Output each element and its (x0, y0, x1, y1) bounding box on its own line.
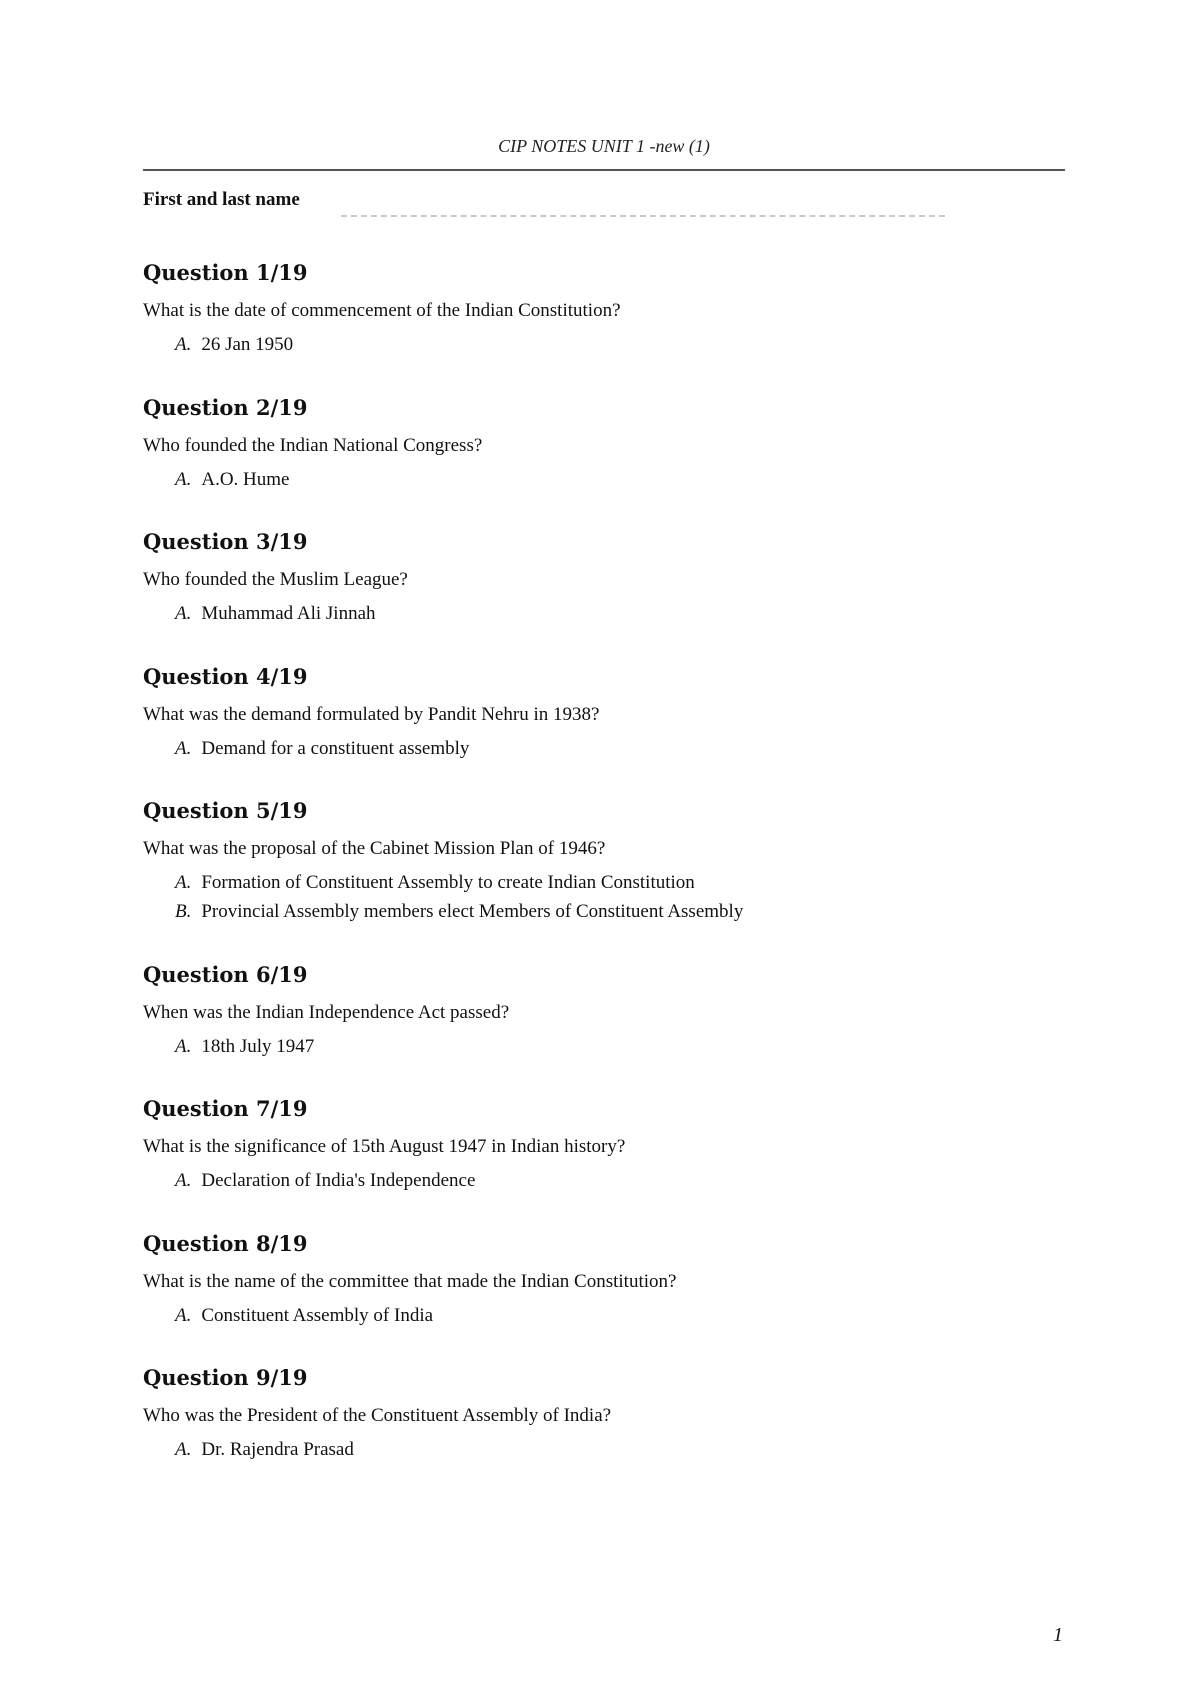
answer-list (143, 870, 1065, 925)
question-text: Who founded the Muslim League? (143, 569, 408, 590)
answer-list (143, 467, 1065, 493)
header-divider (143, 169, 1065, 171)
answer-letter: A. (175, 334, 192, 355)
answer-letter: A. (175, 603, 192, 624)
question-2 (143, 393, 1065, 528)
question-text: What was the demand formulated by Pandit Nehru in 1938? (143, 703, 600, 725)
question-8 (143, 1229, 1065, 1364)
question-title: Question 7/19 (143, 1096, 308, 1121)
name-field-row (143, 189, 1065, 219)
answer-text: Dr. Rajendra Prasad (201, 1439, 354, 1460)
answer-text: A.O. Hume (201, 468, 290, 490)
question-title: Question 9/19 (143, 1365, 308, 1390)
answer-list (143, 736, 1065, 762)
question-text: Who was the President of the Constituent Assembly of India? (143, 1405, 612, 1426)
question-title: Question 2/19 (143, 394, 308, 420)
name-field-input-line[interactable] (341, 215, 945, 217)
answer-text: Constituent Assembly of India (201, 1304, 434, 1326)
question-text: What is the significance of 15th August 1947 in Indian history? (143, 1136, 626, 1157)
answer-text: 18th July 1947 (201, 1035, 315, 1057)
answer-item (143, 332, 1065, 358)
answer-list (143, 1168, 1065, 1194)
answer-text: Muhammad Ali Jinnah (201, 603, 376, 624)
question-text: Who founded the Indian National Congress? (143, 434, 483, 456)
answer-letter: A. (175, 1035, 192, 1057)
answer-letter: A. (175, 872, 192, 893)
answer-letter: A. (175, 1170, 192, 1191)
answer-list (143, 601, 1065, 627)
answer-item (143, 736, 1065, 762)
document-page (143, 0, 1065, 1696)
question-3 (143, 527, 1065, 662)
answer-list (143, 1303, 1065, 1329)
answer-text: Declaration of India's Independence (201, 1170, 476, 1191)
question-1 (143, 258, 1065, 393)
question-9 (143, 1363, 1065, 1498)
answer-text: Demand for a constituent assembly (201, 737, 470, 759)
answer-letter: A. (175, 737, 192, 759)
question-4 (143, 662, 1065, 797)
answer-list (143, 332, 1065, 358)
question-text: When was the Indian Independence Act passed? (143, 1001, 510, 1023)
answer-item (143, 1437, 1065, 1463)
answer-letter: A. (175, 1304, 192, 1326)
answer-item (143, 899, 1065, 925)
question-text: What was the proposal of the Cabinet Mission Plan of 1946? (143, 838, 606, 859)
answer-item (143, 1168, 1065, 1194)
answer-item (143, 1034, 1065, 1060)
question-title: Question 1/19 (143, 260, 308, 285)
question-text: What is the name of the committee that made the Indian Constitution? (143, 1270, 677, 1292)
question-title: Question 6/19 (143, 961, 308, 987)
answer-text: Provincial Assembly members elect Members of Constituent Assembly (201, 901, 744, 922)
question-title: Question 3/19 (143, 529, 308, 554)
question-text: What is the date of commencement of the Indian Constitution? (143, 300, 621, 321)
question-5 (143, 796, 1065, 960)
question-list (143, 258, 1065, 1498)
answer-letter: A. (175, 468, 192, 490)
question-7 (143, 1094, 1065, 1229)
question-title: Question 5/19 (143, 798, 308, 823)
running-header: CIP NOTES UNIT 1 -new (1) (498, 136, 710, 156)
page-number: 1 (1053, 1624, 1063, 1646)
answer-item (143, 467, 1065, 493)
answer-item (143, 870, 1065, 896)
answer-list (143, 1034, 1065, 1060)
answer-item (143, 601, 1065, 627)
question-6 (143, 960, 1065, 1095)
answer-item (143, 1303, 1065, 1329)
answer-text: Formation of Constituent Assembly to create Indian Constitution (201, 872, 695, 893)
answer-letter: B. (175, 901, 192, 922)
name-field-label: First and last name (143, 189, 300, 210)
answer-list (143, 1437, 1065, 1463)
answer-text: 26 Jan 1950 (201, 334, 294, 355)
answer-letter: A. (175, 1439, 192, 1460)
question-title: Question 4/19 (143, 663, 308, 689)
question-title: Question 8/19 (143, 1230, 308, 1256)
